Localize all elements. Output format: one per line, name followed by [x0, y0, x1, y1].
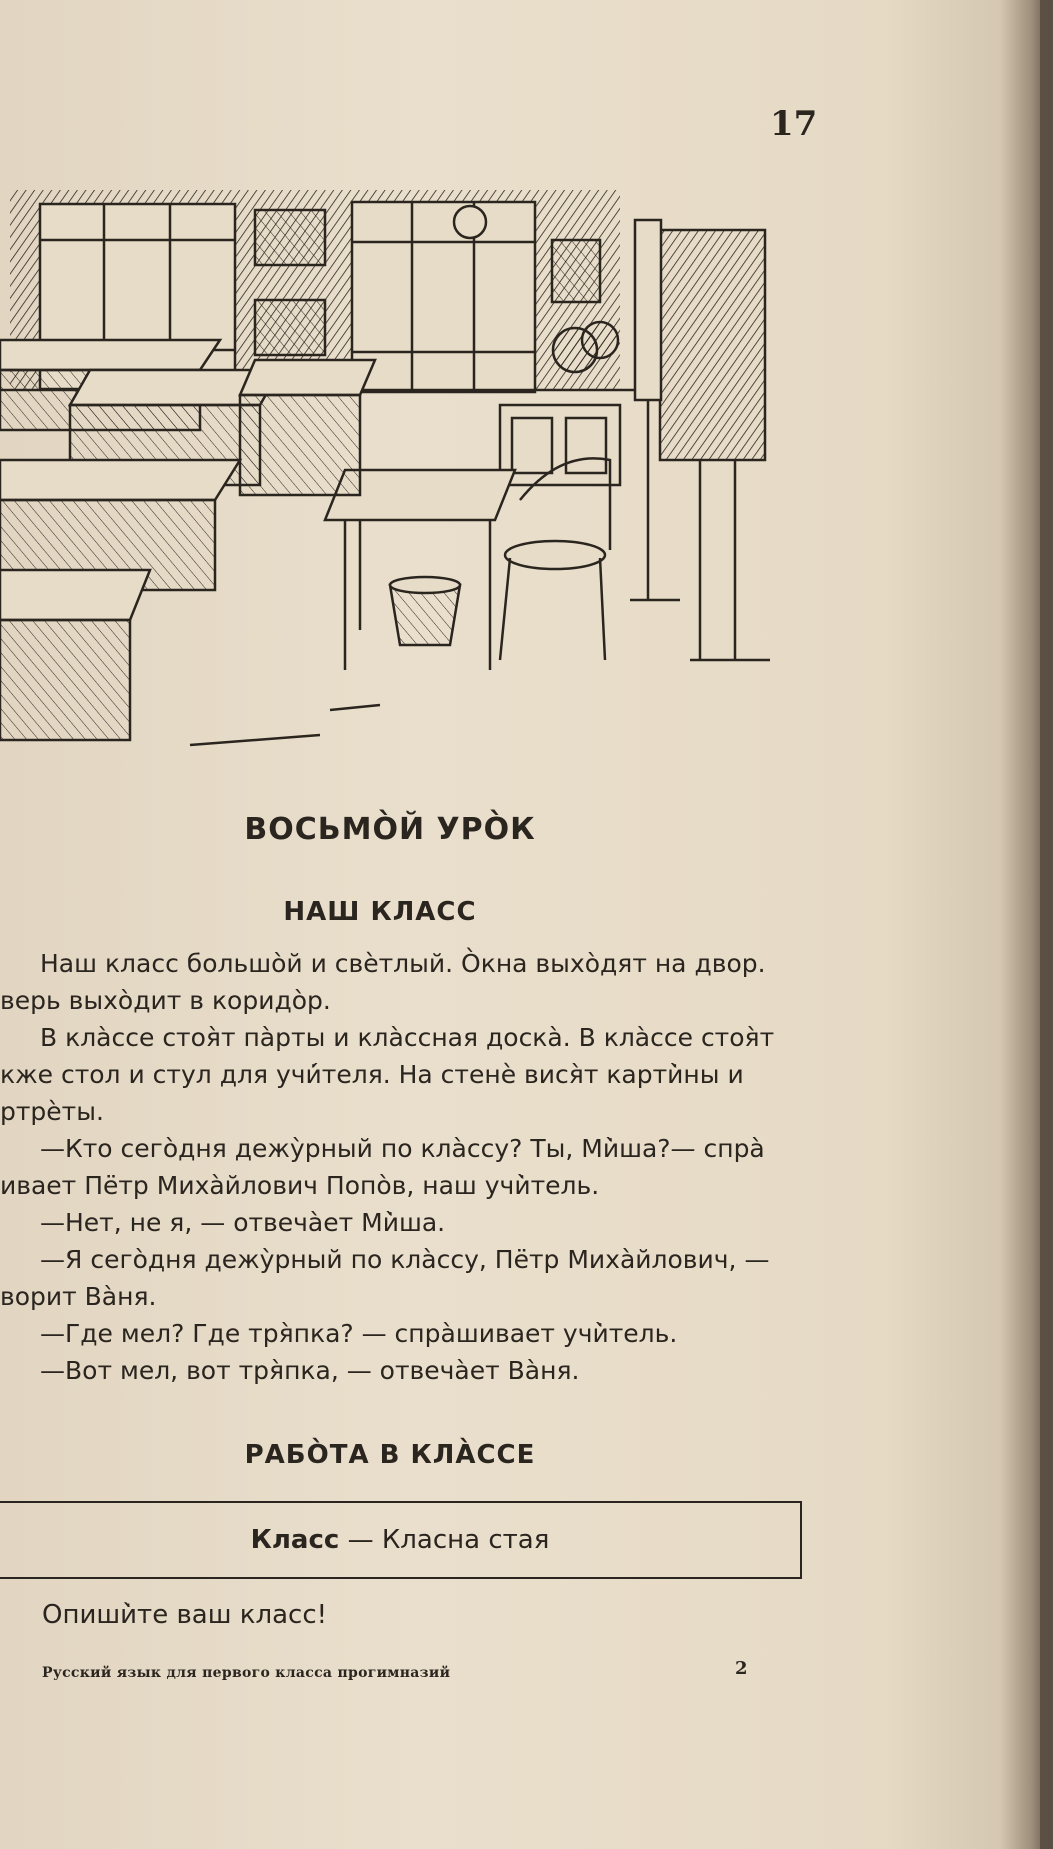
text-line: —Где мел? Где тря̀пка? — спра̀шивает учи̇̀тель. — [40, 1319, 678, 1348]
text-line: —Вот мел, вот тря̀пка, — отвеча̀ет Ва̀ня. — [40, 1356, 580, 1385]
text-line: ртрѐты. — [0, 1097, 104, 1126]
text-line: —Я сего̀дня дежу̀рный по кла̀ссу, Пётр Миха̀йлович, — — [40, 1245, 770, 1274]
vocabulary-box — [0, 1501, 802, 1579]
text-line: В кла̀ссе стоя̀т па̀рты и кла̀ссная доска̀. В кла̀ссе стоя̀т — [40, 1023, 775, 1052]
text-line: —Кто сего̀дня дежу̀рный по кла̀ссу? Ты, Ми̇̀ша?— спра̀ — [40, 1134, 765, 1163]
reading-text — [0, 945, 815, 1389]
text-line: Наш класс большо̀й и свѐтлый. О̀кна выхо̀дят на двор. — [40, 949, 766, 978]
text-line: ивает Пётр Миха̀йлович Попо̀в, наш учи̇̀тель. — [0, 1171, 600, 1200]
work-title: РАБО̀ТА В КЛА̀ССЕ — [244, 1440, 536, 1470]
text-line: —Нет, не я, — отвеча̀ет Ми̇̀ша. — [40, 1208, 446, 1237]
vocab-word: Класс — [250, 1525, 340, 1555]
task-text: Опиши̇̀те ваш класс! — [42, 1600, 328, 1630]
text-line: ворит Ва̀ня. — [0, 1282, 157, 1311]
signature-number: 2 — [735, 1658, 748, 1679]
page-number: 17 — [770, 104, 818, 144]
classroom-illustration — [0, 190, 800, 760]
footer-text: Русский язык для первого класса прогимназий — [42, 1665, 451, 1681]
text-title: НАШ КЛАСС — [283, 897, 477, 927]
text-line: кже стол и стул для учи̇́теля. На стенѐ вися̀т карти̇̀ны и — [0, 1060, 744, 1089]
vocab-translation: Класна стая — [381, 1525, 550, 1555]
lesson-title: ВОСЬМО̀Й УРО̀К — [244, 812, 536, 847]
text-line: верь выхо̀дит в коридо̀р. — [0, 986, 331, 1015]
page-edge-shadow — [1000, 0, 1053, 1849]
vocab-dash: — — [339, 1525, 382, 1555]
